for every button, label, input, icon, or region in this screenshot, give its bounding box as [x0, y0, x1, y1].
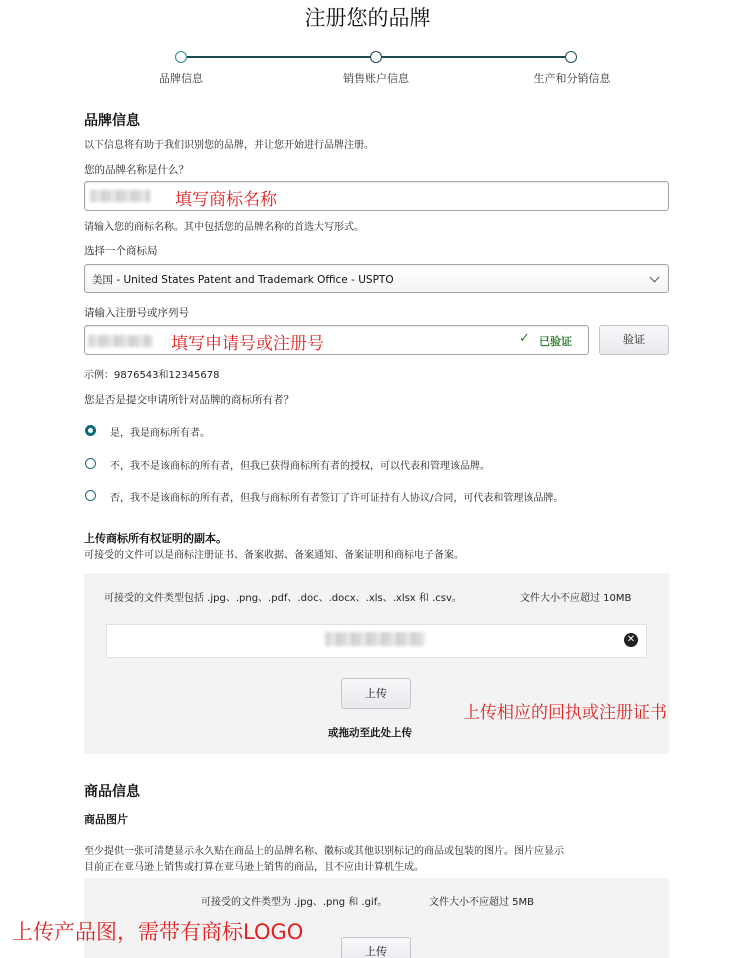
- brand-info-heading: 品牌信息: [84, 113, 140, 129]
- upload-annotation: 上传相应的回执或注册证书: [463, 703, 667, 723]
- trademark-upload-dropzone[interactable]: [84, 573, 669, 754]
- product-image-description-line2: 目前正在亚马逊上销售或打算在亚马逊上销售的商品，且不应由计算机生成。: [84, 862, 424, 873]
- radio-button[interactable]: [85, 458, 96, 469]
- trademark-upload-button[interactable]: 上传: [341, 678, 411, 709]
- product-upload-button[interactable]: 上传: [341, 937, 411, 958]
- product-size-limit: 文件大小不应超过 5MB: [429, 897, 535, 908]
- trademark-office-select[interactable]: [84, 264, 669, 293]
- brand-name-question: 您的品牌名称是什么？: [84, 164, 189, 176]
- owner-option-licensee-label: 否，我不是该商标的所有者，但我与商标所有者签订了许可证持有人协议/合同，可代表和管理该品牌。: [110, 493, 564, 504]
- blurred-file-name: [325, 632, 425, 646]
- trademark-size-limit: 文件大小不应超过 10MB: [520, 593, 632, 604]
- registration-example: 示例：9876543和12345678: [84, 370, 220, 381]
- step-label-seller-account: 销售账户信息: [343, 72, 409, 85]
- trademark-office-label: 选择一个商标局: [84, 245, 158, 257]
- trademark-file-types: 可接受的文件类型包括 .jpg、.png、.pdf、.doc、.docx、.xls、.xlsx 和 .csv。: [104, 593, 462, 604]
- product-image-description-line1: 至少提供一张可清楚显示永久贴在商品上的品牌名称、徽标或其他识别标记的商品或包装的图片。图片应显示: [84, 846, 564, 857]
- owner-question: 您是否是提交申请所针对品牌的商标所有者？: [84, 394, 294, 406]
- brand-name-annotation: 填写商标名称: [175, 190, 277, 210]
- radio-button-selected[interactable]: [85, 425, 96, 436]
- registration-number-input[interactable]: [84, 325, 589, 355]
- step-dot-3: [565, 51, 577, 63]
- registration-annotation: 填写申请号或注册号: [171, 334, 324, 354]
- drag-drop-text: 或拖动至此处上传: [328, 727, 412, 739]
- trademark-office-value: 美国 - United States Patent and Trademark Office - USPTO: [92, 274, 394, 286]
- blurred-registration-number: [88, 335, 152, 347]
- verified-status: 已验证: [539, 335, 572, 348]
- brand-name-help: 请输入您的商标名称。其中包括您的品牌名称的首选大写形式。: [84, 222, 364, 233]
- uploaded-file-row: [106, 624, 647, 658]
- blurred-brand-name: [90, 190, 150, 202]
- product-image-annotation: 上传产品图，需带有商标LOGO: [12, 920, 304, 944]
- product-info-heading: 商品信息: [84, 784, 140, 800]
- upload-trademark-heading: 上传商标所有权证明的副本。: [84, 532, 227, 545]
- product-file-types: 可接受的文件类型为 .jpg、.png 和 .gif。: [201, 897, 388, 908]
- radio-button[interactable]: [85, 490, 96, 501]
- page-title: 注册您的品牌: [304, 6, 431, 30]
- product-image-heading: 商品图片: [84, 813, 128, 826]
- step-label-distribution: 生产和分销信息: [533, 72, 611, 85]
- upload-trademark-subtext: 可接受的文件可以是商标注册证书、备案收据、备案通知、备案证明和商标电子备案。: [84, 550, 464, 561]
- brand-info-intro: 以下信息将有助于我们识别您的品牌，并让您开始进行品牌注册。: [84, 140, 374, 151]
- step-dot-2: [370, 51, 382, 63]
- registration-number-label: 请输入注册号或序列号: [84, 307, 189, 319]
- step-dot-1: [175, 51, 187, 63]
- owner-option-authorized-label: 不，我不是该商标的所有者，但我已获得商标所有者的授权，可以代表和管理该品牌。: [110, 461, 490, 472]
- step-label-brand-info: 品牌信息: [159, 72, 203, 85]
- checkmark-icon: ✓: [519, 331, 530, 346]
- verify-button[interactable]: 验证: [599, 325, 669, 355]
- remove-file-icon[interactable]: ✕: [624, 633, 638, 647]
- owner-option-yes-label: 是，我是商标所有者。: [110, 428, 210, 439]
- chevron-down-icon: [650, 273, 660, 283]
- brand-name-input[interactable]: [84, 181, 669, 211]
